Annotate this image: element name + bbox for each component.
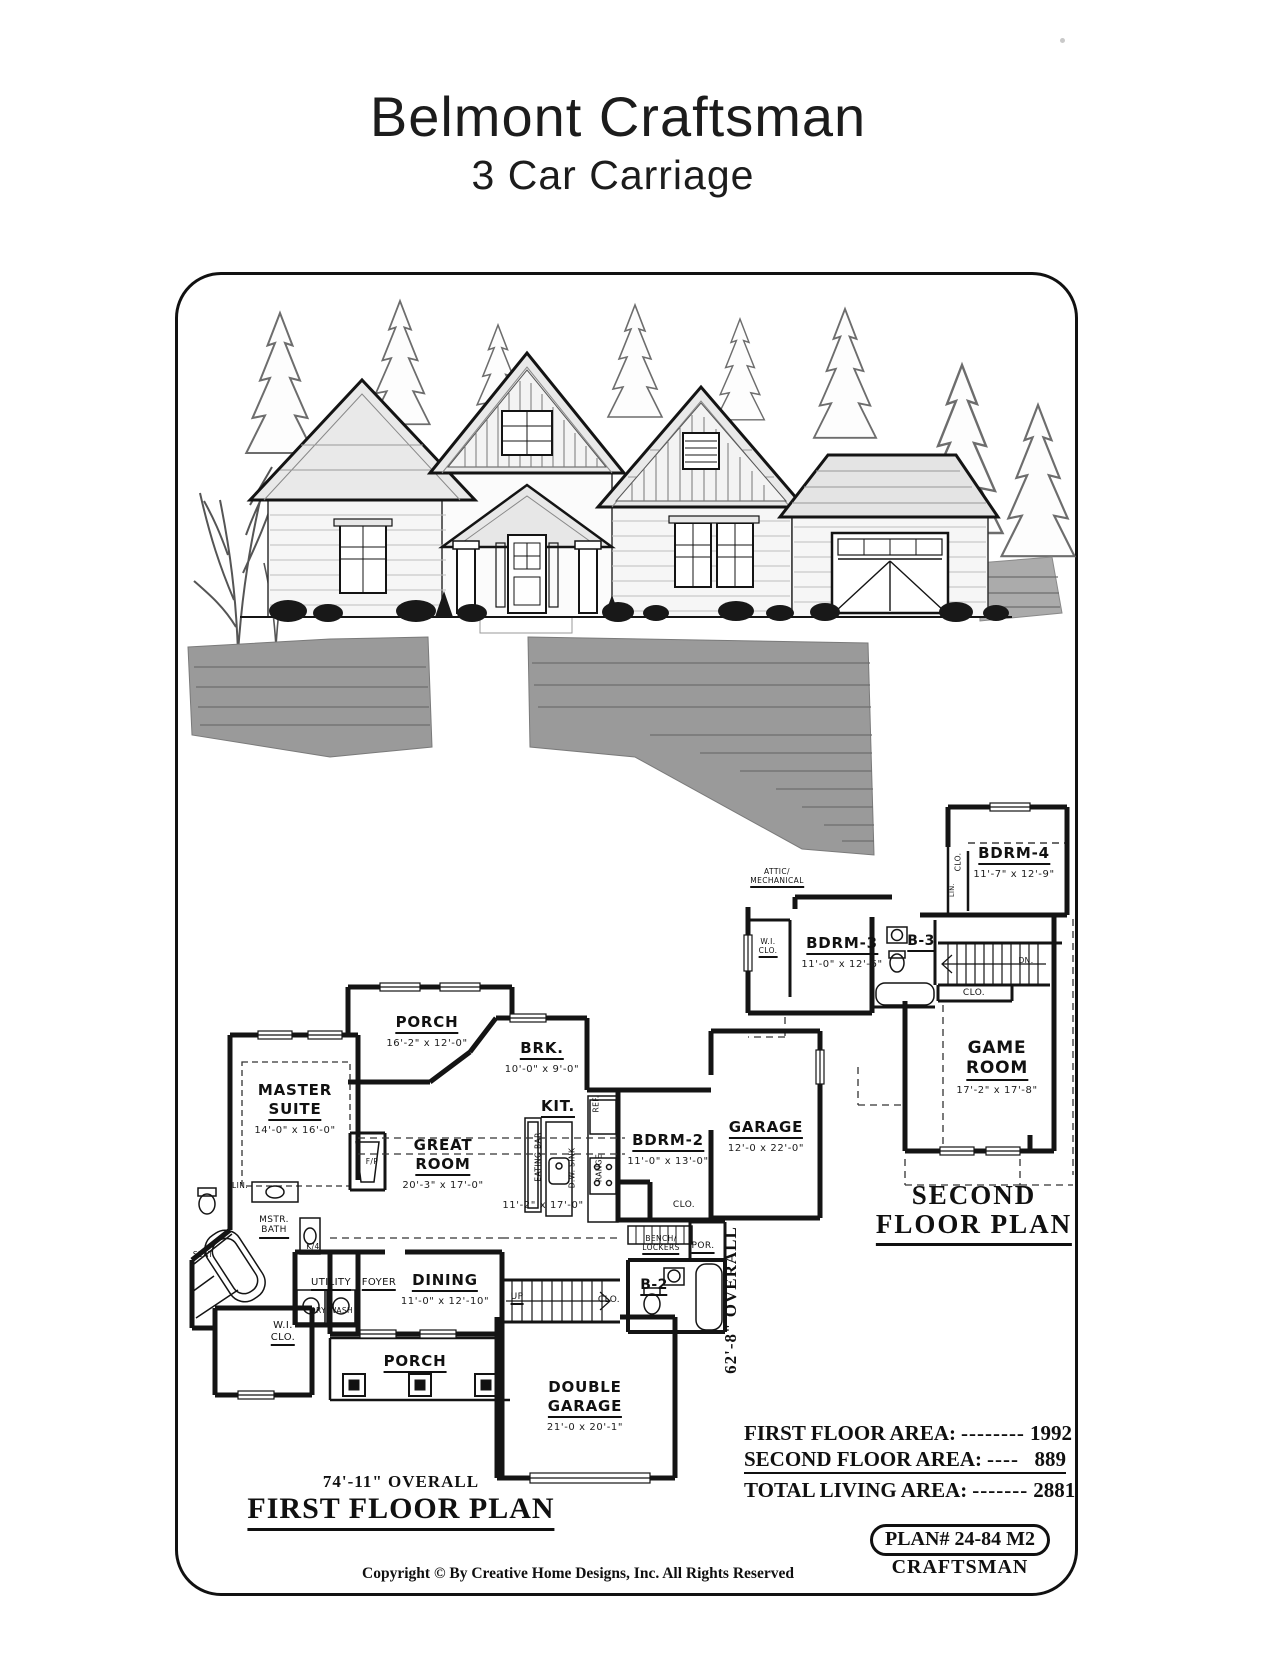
utility-label: UTILITY xyxy=(311,1277,351,1288)
room-label-porch-front: PORCH xyxy=(384,1351,447,1373)
room-label-kitchen: KIT. xyxy=(541,1096,575,1118)
wi-clo-2f-label: W.I. CLO. xyxy=(759,938,778,958)
room-label-garage: GARAGE 12'-0 x 22'-0" xyxy=(727,1118,805,1154)
seat-label: SEAT xyxy=(192,1250,214,1259)
fireplace-label: F/P xyxy=(365,1157,379,1166)
plan-number-block xyxy=(870,1524,1050,1579)
dryer-label: DRY xyxy=(309,1306,327,1315)
clo-stairs-2f-label: CLO. xyxy=(962,988,986,998)
garage-door xyxy=(832,533,948,613)
area-value: 889 xyxy=(1034,1447,1066,1471)
clo-stairs-label: CLO. xyxy=(597,1295,621,1305)
room-label-master-suite: MASTER SUITE 14'-0" x 16'-0" xyxy=(254,1081,336,1136)
foyer-label: FOYER xyxy=(362,1277,396,1288)
page-subtitle: 3 Car Carriage xyxy=(471,152,755,198)
area-row-total xyxy=(744,1477,1076,1503)
area-row-second xyxy=(744,1446,1066,1474)
eating-bar-label: EATING BAR xyxy=(533,1132,543,1182)
dw-sink-label: D.W. SINK xyxy=(567,1147,577,1189)
lin-2f-label: LIN. xyxy=(948,882,956,898)
area-label: FIRST FLOOR AREA: xyxy=(744,1421,956,1445)
page-title: Belmont Craftsman xyxy=(369,85,867,148)
room-label-bdrm3: BDRM-3 11'-0" x 12'-6" xyxy=(801,934,883,970)
attic-mechanical-label: ATTIC/ MECHANICAL xyxy=(750,868,804,888)
k4-label: K/4 xyxy=(306,1242,320,1251)
por-label: POR. xyxy=(692,1241,715,1251)
room-dim-kitchen: 11'-2" x 17'-0" xyxy=(502,1200,584,1211)
area-dashes: ------- xyxy=(972,1478,1029,1502)
lin-label: LIN. xyxy=(232,1181,248,1190)
room-label-game-room: GAME ROOM 17'-2" x 17'-8" xyxy=(956,1038,1038,1096)
area-dashes: -------- xyxy=(960,1421,1025,1445)
b3-label: B-3 xyxy=(907,933,934,949)
room-label-bdrm2: BDRM-2 11'-0" x 13'-0" xyxy=(627,1131,709,1167)
range-label: RANGE xyxy=(594,1153,604,1183)
area-value: 2881 xyxy=(1033,1478,1076,1502)
room-label-porch-rear: PORCH 16'-2" x 12'-0" xyxy=(386,1013,468,1049)
washer-label: WASH xyxy=(328,1306,354,1315)
porch-posts xyxy=(343,1374,497,1396)
mstr-bath-label: MSTR. BATH xyxy=(259,1215,289,1239)
area-dashes: ---- xyxy=(987,1447,1020,1471)
first-floor-caption: 74'-11" OVERALL FIRST FLOOR PLAN xyxy=(247,1472,554,1531)
second-floor-caption: SECOND FLOOR PLAN xyxy=(876,1182,1072,1246)
b2-label: B-2 xyxy=(640,1277,667,1293)
area-row-first xyxy=(744,1420,1072,1446)
room-label-great-room: GREAT ROOM 20'-3" x 17'-0" xyxy=(402,1136,484,1191)
clo-bdrm2-label: CLO. xyxy=(672,1200,696,1210)
area-label: SECOND FLOOR AREA: xyxy=(744,1447,983,1471)
scan-speck xyxy=(1060,38,1065,43)
up-label: UP xyxy=(511,1292,524,1302)
wi-clo-label: W.I. CLO. xyxy=(271,1320,295,1346)
room-label-dining: DINING 11'-0" x 12'-10" xyxy=(400,1271,490,1307)
room-label-bdrm4: BDRM-4 11'-7" x 12'-9" xyxy=(973,844,1055,880)
dn-label: DN. xyxy=(1018,956,1034,965)
copyright-line: Copyright © By Creative Home Designs, Inc. All Rights Reserved xyxy=(362,1565,794,1582)
depth-dimension-label: 62'-8" OVERALL xyxy=(721,1226,740,1374)
room-label-double-garage: DOUBLE GARAGE 21'-0 x 20'-1" xyxy=(546,1378,624,1433)
clo-bdrm4-label: CLO. xyxy=(953,852,963,872)
plan-style: CRAFTSMAN xyxy=(891,1556,1029,1578)
area-value: 1992 xyxy=(1029,1421,1072,1445)
plan-number: PLAN# 24-84 M2 xyxy=(870,1524,1050,1556)
area-label: TOTAL LIVING AREA: xyxy=(744,1478,968,1502)
area-table xyxy=(744,1420,1076,1503)
ref-label: REF. xyxy=(591,1095,601,1113)
room-label-breakfast: BRK. 10'-0" x 9'-0" xyxy=(504,1039,580,1075)
bench-lockers-label: BENCH/ LOCKERS xyxy=(642,1235,679,1255)
